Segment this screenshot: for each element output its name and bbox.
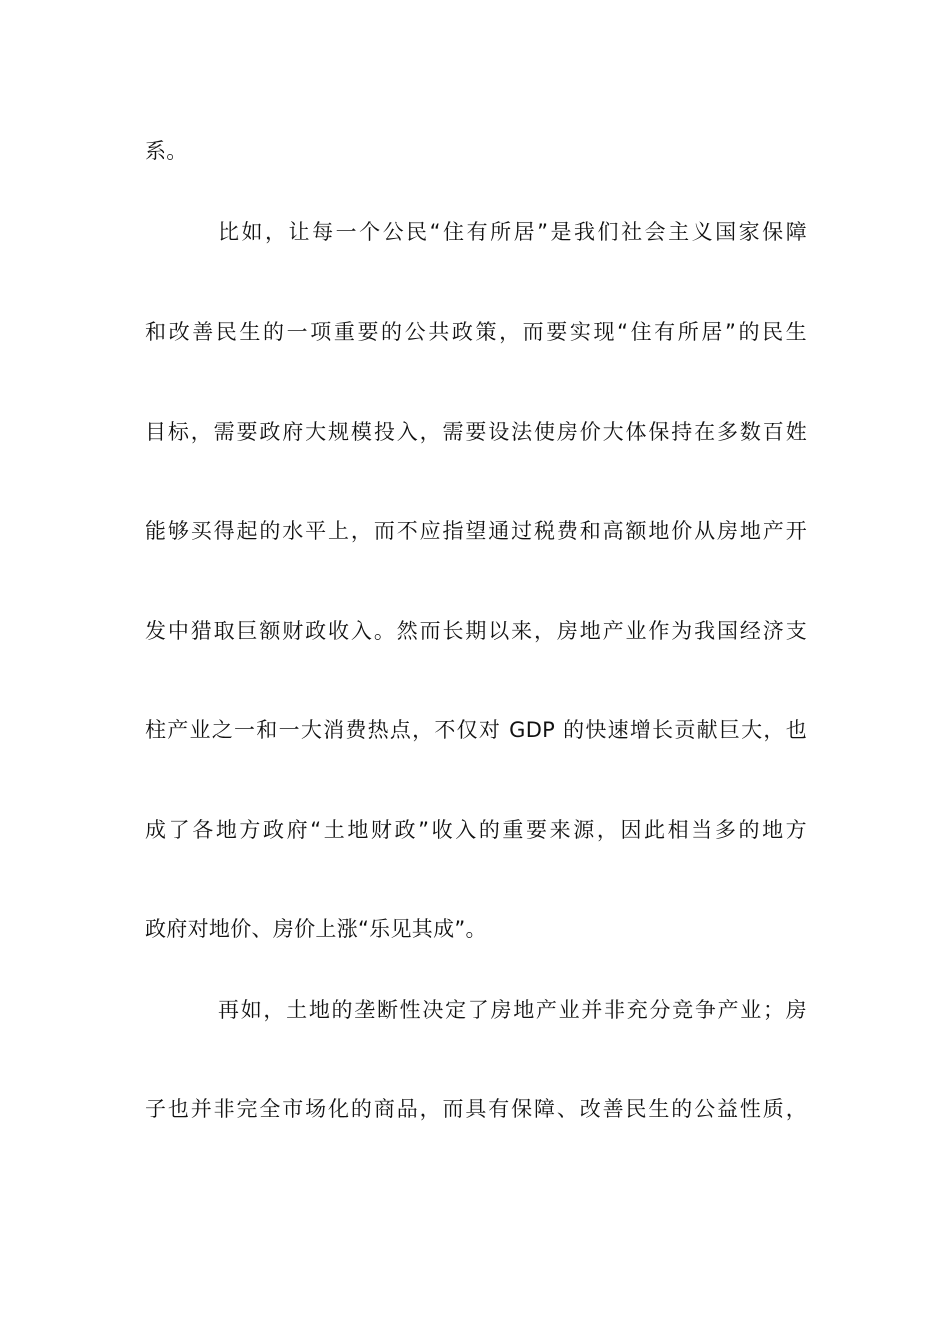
paragraph-2-line-1: 比如，让每一个公民“住有所居”是我们社会主义国家保障: [218, 220, 807, 244]
paragraph-2-line-5: 发中猎取巨额财政收入。然而长期以来，房地产业作为我国经济支: [145, 619, 807, 643]
paragraph-3-line-1: 再如，土地的垄断性决定了房地产业并非充分竞争产业；房: [218, 998, 807, 1022]
paragraph-2-line-3: 目标，需要政府大规模投入，需要设法使房价大体保持在多数百姓: [145, 420, 807, 444]
text-line-1: 系。: [145, 139, 188, 163]
paragraph-3-line-2: 子也并非完全市场化的商品，而具有保障、改善民生的公益性质，: [145, 1097, 807, 1121]
paragraph-2-line-8: 政府对地价、房价上涨“乐见其成”。: [145, 917, 487, 941]
paragraph-2-line-2: 和改善民生的一项重要的公共政策，而要实现“住有所居”的民生: [145, 320, 807, 344]
paragraph-2-line-4: 能够买得起的水平上，而不应指望通过税费和高额地价从房地产开: [145, 519, 807, 543]
paragraph-2-line-6: 柱产业之一和一大消费热点，不仅对 GDP 的快速增长贡献巨大，也: [145, 718, 807, 742]
paragraph-2-line-7: 成了各地方政府“土地财政”收入的重要来源，因此相当多的地方: [145, 818, 807, 842]
